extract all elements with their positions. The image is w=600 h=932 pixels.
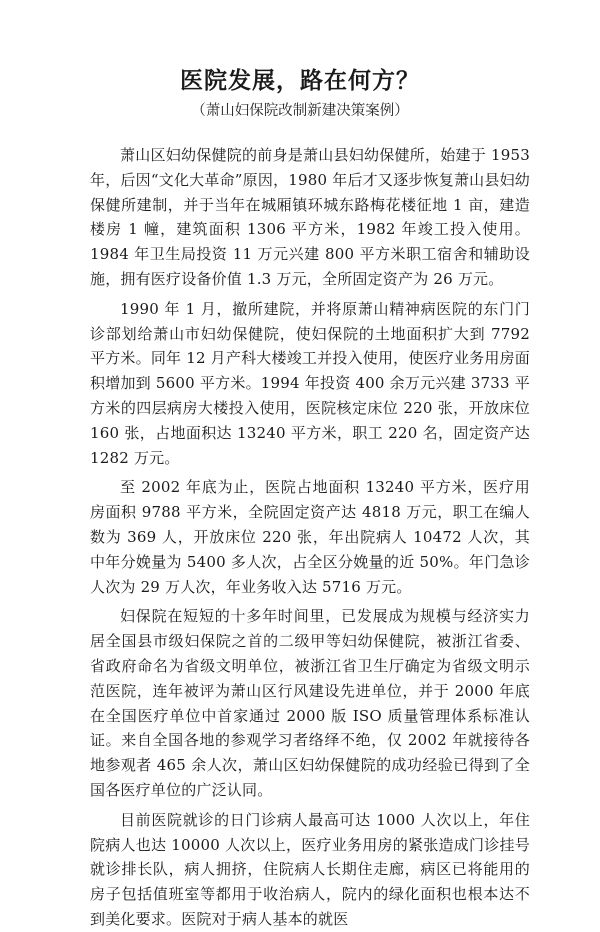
body-text	[90, 143, 530, 932]
paragraph-current-problems: 目前医院就诊的日门诊病人最高可达 1000 人次以上，年住院病人也达 10000 人次以上，医疗业务用房的紧张造成门诊挂号就诊排长队，病人拥挤，住院病人长期住走廊，病区已将能用的房子包括值班室等都用于收治病人，院内的绿化面积也根本达不到美化要求。医院对于病人基本的就医	[90, 810, 530, 928]
paragraph-1990-development: 1990 年 1 月，撤所建院，并将原萧山精神病医院的东门门诊部划给萧山市妇幼保健院，使妇保院的土地面积扩大到 7792 平方米。同年 12 月产科大楼竣工并投入使用，使医疗业务用房面积增加到 5600 平方米。1994 年投资 400 余万元兴建 3733 平方米的四层病房大楼投入使用，医院核定床位 220 张，开放床位 160 张，占地面积达 13240 平方米，职工 220 名，固定资产达 1282 万元。	[90, 299, 530, 467]
paragraph-achievements: 妇保院在短短的十多年时间里，已发展成为规模与经济实力居全国县市级妇保院之首的二级甲等妇幼保健院，被浙江省委、省政府命名为省级文明单位，被浙江省卫生厅确定为省级文明示范医院，连年被评为萧山区行风建设先进单位，并于 2000 年底在全国医疗单位中首家通过 2000 版 ISO 质量管理体系标准认证。来自全国各地的参观学习者络绎不绝，仅 2002 年就接待各地参观者 465 余人次，萧山区妇幼保健院的成功经验已得到了全国各医疗单位的广泛认同。	[90, 607, 530, 799]
paragraph-2002-status: 至 2002 年底为止，医院占地面积 13240 平方米，医疗用房面积 9788 平方米，全院固定资产达 4818 万元，职工在编人数为 369 人，开放床位 220 张，年出院病人 10472 人次，其中年分娩量为 5400 多人次，占全区分娩量的近 50%。年门急诊人次为 29 万人次，年业务收入达 5716 万元。	[90, 478, 530, 596]
page-title: 医院发展，路在何方？	[180, 67, 420, 94]
page-subtitle: （萧山妇保院改制新建决策案例）	[191, 103, 409, 119]
paragraph-history: 萧山区妇幼保健院的前身是萧山县妇幼保健所，始建于 1953 年，后因“文化大革命”原因，1980 年后才又逐步恢复萧山县妇幼保健所建制，并于当年在城厢镇环城东路梅花楼征地 1 亩，建造楼房 1 幢，建筑面积 1306 平方米，1982 年竣工投入使用。1984 年卫生局投资 11 万元兴建 800 平方米职工宿舍和辅助设施，拥有医疗设备价值 1.3 万元，全所固定资产为 26 万元。	[90, 146, 530, 288]
